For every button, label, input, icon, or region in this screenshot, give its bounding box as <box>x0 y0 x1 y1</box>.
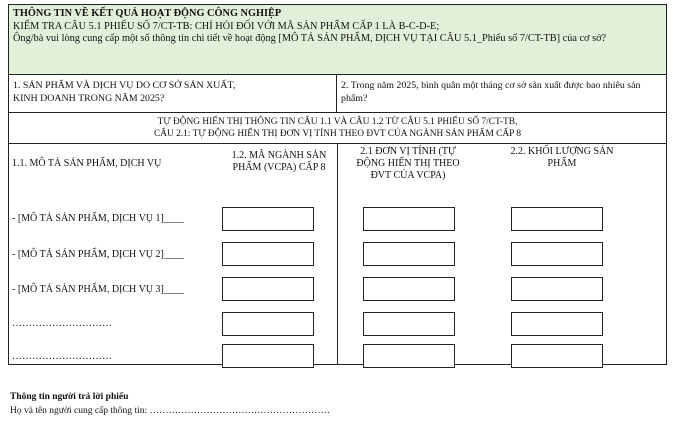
unit-input-1[interactable] <box>363 207 455 231</box>
vcpa-code-input-2[interactable] <box>222 242 314 266</box>
industrial-activity-form <box>8 4 667 365</box>
product-item-3: - [MÔ TẢ SẢN PHẨM, DỊCH VỤ 3]____ <box>12 284 184 295</box>
column-header-2-1: 2.1 ĐƠN VỊ TÍNH (TỰ ĐỘNG HIỂN THỊ THEO ĐVT CỦA VCPA) <box>356 146 460 181</box>
unit-input-2[interactable] <box>363 242 455 266</box>
quantity-input-3[interactable] <box>511 277 603 301</box>
auto-display-note <box>9 113 666 144</box>
quantity-input-1[interactable] <box>511 207 603 231</box>
respondent-info-title: Thông tin người trả lời phiếu <box>10 392 129 402</box>
product-item-2: - [MÔ TẢ SẢN PHẨM, DỊCH VỤ 2]____ <box>12 249 184 260</box>
question-1-line-1: 1. SẢN PHẨM VÀ DỊCH VỤ DO CƠ SỞ SẢN XUẤT, <box>13 80 236 91</box>
unit-input-4[interactable] <box>363 312 455 336</box>
respondent-info <box>10 390 330 418</box>
column-header-1-2: 1.2. MÃ NGÀNH SẢN PHẨM (VCPA) CẤP 8 <box>231 150 327 173</box>
answer-grid <box>9 144 666 364</box>
product-item-4: ………………………… <box>12 318 112 329</box>
unit-input-3[interactable] <box>363 277 455 301</box>
auto-note-line-2: CÂU 2.1: TỰ ĐỘNG HIỂN THỊ ĐƠN VỊ TÍNH THEO ĐVT CỦA NGÀNH SẢN PHẨM CẤP 8 <box>153 128 522 139</box>
section-header <box>9 5 666 75</box>
section-title: THÔNG TIN VỀ KẾT QUẢ HOẠT ĐỘNG CÔNG NGHIỆP <box>13 8 282 19</box>
question-1-line-2: KINH DOANH TRONG NĂM 2025? <box>13 92 165 104</box>
unit-input-5[interactable] <box>363 344 455 368</box>
quantity-input-5[interactable] <box>511 344 603 368</box>
vcpa-code-input-4[interactable] <box>222 312 314 336</box>
vcpa-code-input-1[interactable] <box>222 207 314 231</box>
check-note: KIỂM TRA CÂU 5.1 PHIẾU SỐ 7/CT-TB: CHỈ HỎI ĐỐI VỚI MÃ SẢN PHẨM CẤP 1 LÀ B-C-D-E; <box>13 20 440 32</box>
product-item-1: - [MÔ TẢ SẢN PHẨM, DỊCH VỤ 1]____ <box>12 213 184 224</box>
question-row <box>9 75 666 113</box>
product-item-5: ………………………… <box>12 351 112 362</box>
vcpa-code-input-3[interactable] <box>222 277 314 301</box>
column-divider <box>337 144 338 364</box>
auto-note-line-1: TỰ ĐỘNG HIỂN THỊ THÔNG TIN CÂU 1.1 VÀ CÂU 1.2 TỪ CÂU 5.1 PHIẾU SỐ 7/CT-TB, <box>157 117 518 127</box>
vcpa-code-input-5[interactable] <box>222 344 314 368</box>
respondent-name-field[interactable]: Họ và tên người cung cấp thông tin: ………………………………………………… <box>10 406 330 416</box>
quantity-input-2[interactable] <box>511 242 603 266</box>
quantity-input-4[interactable] <box>511 312 603 336</box>
question-2: 2. Trong năm 2025, bình quân một tháng cơ sở sản xuất được bao nhiêu sản phẩm? <box>341 80 641 104</box>
question-1 <box>9 75 337 112</box>
instruction-text: Ông/bà vui lòng cung cấp một số thông tin chi tiết về hoạt động [MÔ TẢ SẢN PHẨM, DỊCH VỤ TẠI CÂU 5.1_Phiếu số 7/CT-TB] của cơ sở? <box>13 33 607 44</box>
column-header-2-2: 2.2. KHỐI LƯỢNG SẢN PHẨM <box>510 146 614 169</box>
column-header-1-1: 1.1. MÔ TẢ SẢN PHẨM, DỊCH VỤ <box>12 158 162 169</box>
